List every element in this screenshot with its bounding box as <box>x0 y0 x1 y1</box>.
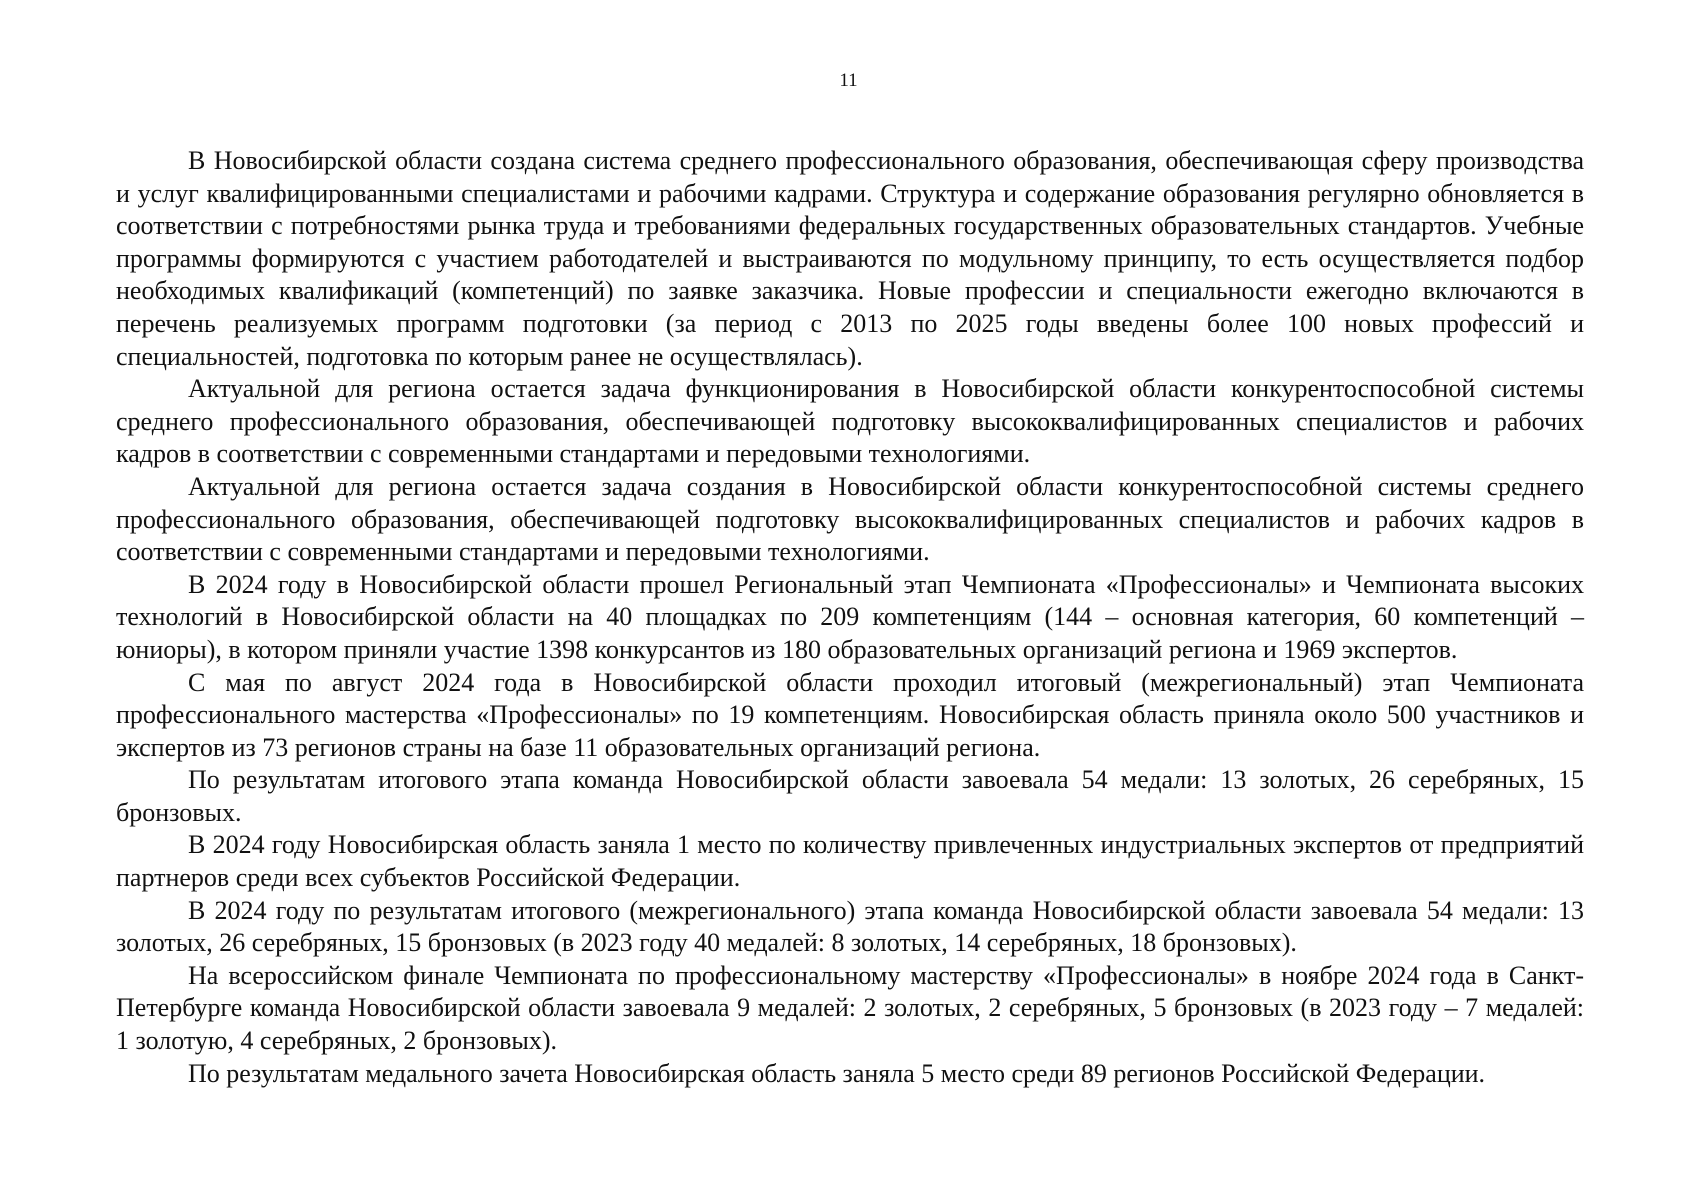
paragraph-medals-comparison: В 2024 году по результатам итогового (межрегионального) этапа команда Новосибирской области завоевала 54 медали: 13 золотых, 26 серебряных, 15 бронзовых (в 2023 году 40 медалей: 8 золотых, 14 серебряных, 18 бронзовых). <box>116 895 1584 958</box>
paragraph-task-functioning: Актуальной для региона остается задача функционирования в Новосибирской области конкурентоспособной системы среднего профессионального образования, обеспечивающей подготовку высококвалифицированных специалистов и рабочих кадров в соответствии с современными стандартами и передовыми технологиями. <box>116 374 1584 469</box>
paragraph-medal-ranking: По результатам медального зачета Новосибирская область заняла 5 место среди 89 регионов Российской Федерации. <box>188 1058 1486 1088</box>
page-number: 11 <box>839 70 858 91</box>
paragraph-all-russian-final: На всероссийском финале Чемпионата по профессиональному мастерству «Профессионалы» в ноябре 2024 года в Санкт-Петербурге команда Новосибирской области завоевала 9 медалей: 2 золотых, 2 серебряных, 5 бронзовых (в 2023 году – 7 медалей: 1 золотую, 4 серебряных, 2 бронзовых). <box>116 960 1584 1056</box>
paragraph-spo-system: В Новосибирской области создана система среднего профессионального образования, обеспечивающая сферу производства и услуг квалифицированными специалистами и рабочими кадрами. Структура и содержание образования регулярно обновляется в соответствии с потребностями рынка труда и требованиями федеральных государственных образовательных стандартов. Учебные программы формируются с участием работодателей и выстраиваются по модульному принципу, то есть осуществляется подбор необходимых квалификаций (компетенций) по заявке заказчика. Новые профессии и специальности ежегодно включаются в перечень реализуемых программ подготовки (за период с 2013 по 2025 годы введены более 100 новых профессий и специальностей, подготовка по которым ранее не осуществлялась). <box>116 146 1584 371</box>
paragraph-industrial-experts: В 2024 году Новосибирская область заняла 1 место по количеству привлеченных индустриальных экспертов от предприятий партнеров среди всех субъектов Российской Федерации. <box>116 830 1584 893</box>
paragraph-final-stage-medals: По результатам итогового этапа команда Новосибирской области завоевала 54 медали: 13 золотых, 26 серебряных, 15 бронзовых. <box>116 765 1584 827</box>
paragraph-regional-stage-2024: В 2024 году в Новосибирской области прошел Региональный этап Чемпионата «Профессионалы» и Чемпионата высоких технологий в Новосибирской области на 40 площадках по 209 компетенциям (144 – основная категория, 60 компетенций – юниоры), в котором приняли участие 1398 конкурсантов из 180 образовательных организаций региона и 1969 экспертов. <box>116 569 1584 664</box>
document-body <box>116 145 1584 1090</box>
paragraph-final-stage-may-august: С мая по август 2024 года в Новосибирской области проходил итоговый (межрегиональный) этап Чемпионата профессионального мастерства «Профессионалы» по 19 компетенциям. Новосибирская область приняла около 500 участников и экспертов из 73 регионов страны на базе 11 образовательных организаций региона. <box>116 667 1584 762</box>
paragraph-task-creation: Актуальной для региона остается задача создания в Новосибирской области конкурентоспособной системы среднего профессионального образования, обеспечивающей подготовку высококвалифицированных специалистов и рабочих кадров в соответствии с современными стандартами и передовыми технологиями. <box>116 471 1584 567</box>
